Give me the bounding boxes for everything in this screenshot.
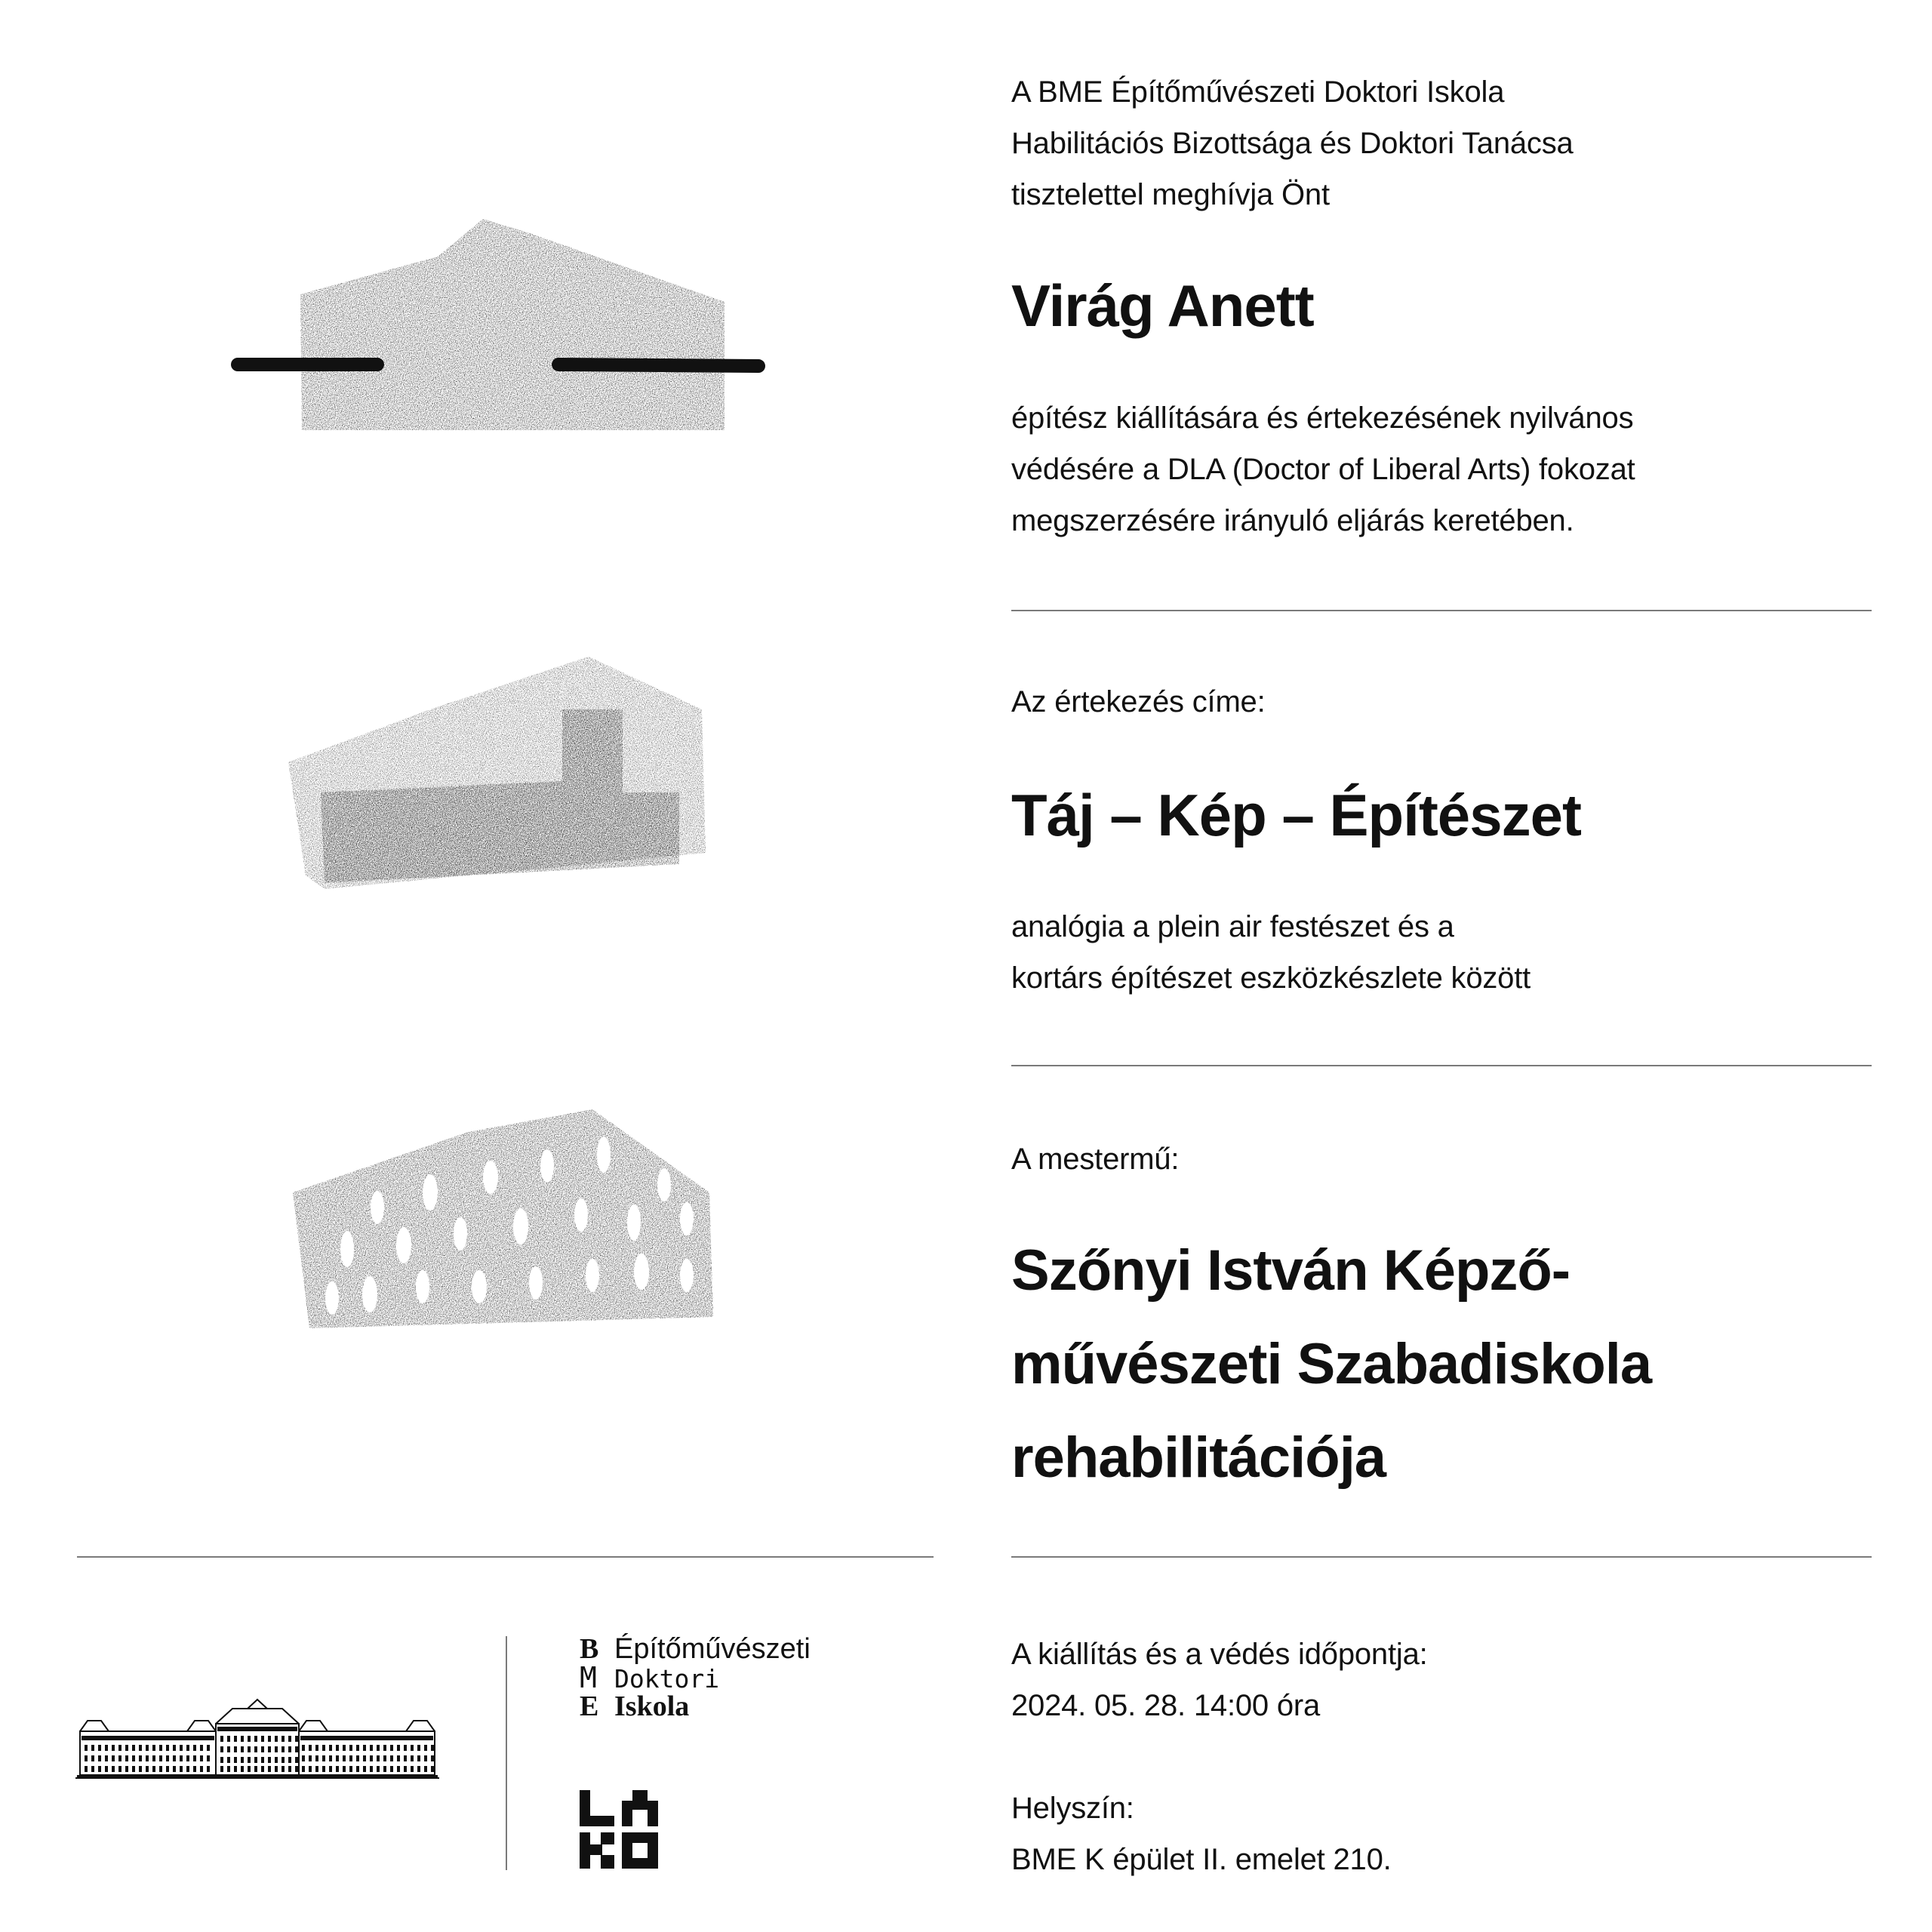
location [1011, 1783, 1392, 1885]
building-window [363, 1745, 366, 1751]
building-window [112, 1766, 115, 1772]
building-window [173, 1766, 176, 1772]
building-window [254, 1757, 257, 1763]
building-window [207, 1766, 210, 1772]
building-window [390, 1766, 393, 1772]
logo-word: Doktori [614, 1664, 720, 1694]
building-window [288, 1746, 291, 1752]
building-window [248, 1766, 251, 1772]
building-window [220, 1736, 223, 1742]
building-window [309, 1766, 312, 1772]
building-window [234, 1757, 237, 1763]
building-window [411, 1755, 414, 1761]
building-window [200, 1745, 203, 1751]
building-window [370, 1745, 373, 1751]
building-window [349, 1755, 352, 1761]
building-window [125, 1766, 128, 1772]
building-window [85, 1755, 88, 1761]
building-window [139, 1745, 142, 1751]
building-window [356, 1745, 359, 1751]
building-window [431, 1766, 434, 1772]
building-window [166, 1745, 169, 1751]
building-window [146, 1755, 149, 1761]
building-window [268, 1766, 271, 1772]
intro-text [1011, 66, 1574, 220]
building-window [254, 1746, 257, 1752]
building-window [159, 1755, 162, 1761]
building-window [227, 1736, 230, 1742]
building-window [302, 1755, 305, 1761]
building-window [281, 1757, 285, 1763]
building-window [166, 1755, 169, 1761]
schedule [1011, 1629, 1428, 1731]
building-window [200, 1766, 203, 1772]
building-window [275, 1746, 278, 1752]
intro-line: tisztelettel meghívja Önt [1011, 178, 1330, 211]
building-window [363, 1755, 366, 1761]
building-window [404, 1745, 407, 1751]
building-window [186, 1766, 189, 1772]
building-window [322, 1755, 325, 1761]
purpose-line: megszerzésére irányuló eljárás keretében. [1011, 504, 1574, 537]
building-window [377, 1766, 380, 1772]
building-window [118, 1755, 122, 1761]
building-window [207, 1745, 210, 1751]
building-window [112, 1755, 115, 1761]
building-window [241, 1736, 244, 1742]
building-window [234, 1736, 237, 1742]
building-window [329, 1755, 332, 1761]
building-window [329, 1745, 332, 1751]
building-window [125, 1755, 128, 1761]
building-window [315, 1755, 318, 1761]
building-window [275, 1736, 278, 1742]
building-window [397, 1745, 400, 1751]
divider [1011, 1556, 1872, 1558]
building-window [268, 1746, 271, 1752]
building-window [281, 1766, 285, 1772]
building-window [397, 1766, 400, 1772]
building-window [322, 1745, 325, 1751]
building-window [118, 1745, 122, 1751]
thesis-label: Az értekezés címe: [1011, 685, 1266, 718]
building-window [220, 1757, 223, 1763]
building-window [146, 1766, 149, 1772]
masterwork-title-line: művészeti Szabadiskola [1011, 1332, 1652, 1396]
masterwork-title-line: rehabilitációja [1011, 1426, 1386, 1490]
building-window [424, 1755, 427, 1761]
building-window [431, 1745, 434, 1751]
lako-logo [580, 1790, 658, 1869]
building-window [281, 1736, 285, 1742]
purpose-line: védésére a DLA (Doctor of Liberal Arts) fokozat [1011, 453, 1635, 486]
building-window [220, 1746, 223, 1752]
building-window [261, 1736, 264, 1742]
building-window [105, 1745, 108, 1751]
building-window [390, 1755, 393, 1761]
building-window [411, 1766, 414, 1772]
building-window [207, 1755, 210, 1761]
building-window [180, 1755, 183, 1761]
logo-word: Építőművészeti [614, 1633, 811, 1665]
building-window [404, 1755, 407, 1761]
building-window [234, 1766, 237, 1772]
building-window [424, 1745, 427, 1751]
building-window [118, 1766, 122, 1772]
building-window [336, 1745, 339, 1751]
building-window [417, 1755, 420, 1761]
building-window [295, 1766, 298, 1772]
building-window [132, 1745, 135, 1751]
building-window [261, 1746, 264, 1752]
building-window [248, 1757, 251, 1763]
divider-left [77, 1556, 934, 1558]
thesis-subtitle [1011, 901, 1531, 1004]
building-window [275, 1757, 278, 1763]
purpose-line: építész kiállítására és értekezésének nyilvános [1011, 401, 1634, 435]
building-window [302, 1745, 305, 1751]
building-window [275, 1766, 278, 1772]
building-window [91, 1766, 94, 1772]
house-sketch-2 [279, 649, 717, 891]
building-window [404, 1766, 407, 1772]
divider [1011, 610, 1872, 611]
thesis-subtitle-line: analógia a plein air festészet és a [1011, 910, 1454, 943]
building-window [329, 1766, 332, 1772]
logo-letter: E [580, 1690, 599, 1722]
building-window [173, 1745, 176, 1751]
building-window [343, 1755, 346, 1761]
building-window [288, 1766, 291, 1772]
building-window [417, 1766, 420, 1772]
building-window [105, 1766, 108, 1772]
building-window [180, 1745, 183, 1751]
candidate-name: Virág Anett [1011, 272, 1314, 339]
building-window [112, 1745, 115, 1751]
location-value: BME K épület II. emelet 210. [1011, 1843, 1392, 1876]
intro-line: A BME Építőművészeti Doktori Iskola [1011, 75, 1505, 109]
building-window [417, 1745, 420, 1751]
building-window [105, 1755, 108, 1761]
house-sketch-3 [287, 1102, 724, 1343]
building-window [288, 1736, 291, 1742]
building-window [186, 1755, 189, 1761]
building-window [356, 1766, 359, 1772]
building-window [139, 1755, 142, 1761]
building-window [281, 1746, 285, 1752]
building-window [295, 1736, 298, 1742]
building-window [241, 1757, 244, 1763]
doktori-iskola-logo [580, 1635, 811, 1721]
building-window [248, 1736, 251, 1742]
building-window [85, 1766, 88, 1772]
building-window [383, 1766, 386, 1772]
building-window [139, 1766, 142, 1772]
building-window [227, 1746, 230, 1752]
building-window [132, 1755, 135, 1761]
building-window [397, 1755, 400, 1761]
building-window [349, 1745, 352, 1751]
schedule-label: A kiállítás és a védés időpontja: [1011, 1638, 1428, 1671]
building-window [322, 1766, 325, 1772]
building-window [431, 1755, 434, 1761]
building-window [234, 1746, 237, 1752]
building-window [295, 1757, 298, 1763]
thesis-subtitle-line: kortárs építészet eszközkészlete között [1011, 961, 1531, 995]
building-window [356, 1755, 359, 1761]
building-window [370, 1755, 373, 1761]
building-window [261, 1766, 264, 1772]
building-window [336, 1755, 339, 1761]
building-window [424, 1766, 427, 1772]
building-window [261, 1757, 264, 1763]
building-window [309, 1745, 312, 1751]
building-window [152, 1755, 155, 1761]
building-window [152, 1766, 155, 1772]
building-window [200, 1755, 203, 1761]
logo-separator [506, 1636, 507, 1870]
building-window [377, 1745, 380, 1751]
building-window [363, 1766, 366, 1772]
building-window [173, 1755, 176, 1761]
house-sketch-1 [226, 211, 770, 438]
building-window [377, 1755, 380, 1761]
building-window [146, 1745, 149, 1751]
building-window [309, 1755, 312, 1761]
building-window [193, 1745, 196, 1751]
intro-line: Habilitációs Bizottsága és Doktori Tanácsa [1011, 127, 1574, 160]
building-window [152, 1745, 155, 1751]
masterwork-title-line: Szőnyi István Képző- [1011, 1238, 1571, 1303]
divider [1011, 1065, 1872, 1066]
building-window [315, 1766, 318, 1772]
building-window [268, 1736, 271, 1742]
building-window [98, 1766, 101, 1772]
building-window [227, 1766, 230, 1772]
logo-word: Iskola [614, 1690, 690, 1722]
building-window [98, 1755, 101, 1761]
building-window [288, 1757, 291, 1763]
building-window [343, 1745, 346, 1751]
building-window [370, 1766, 373, 1772]
logo-letter: M [580, 1661, 597, 1694]
building-window [349, 1766, 352, 1772]
building-window [180, 1766, 183, 1772]
schedule-datetime: 2024. 05. 28. 14:00 óra [1011, 1689, 1321, 1722]
building-window [125, 1745, 128, 1751]
building-window [336, 1766, 339, 1772]
building-window [166, 1766, 169, 1772]
masterwork-title [1011, 1224, 1651, 1505]
building-window [186, 1745, 189, 1751]
building-window [91, 1745, 94, 1751]
building-window [159, 1745, 162, 1751]
building-window [132, 1766, 135, 1772]
building-window [227, 1757, 230, 1763]
thesis-title: Táj – Kép – Építészet [1011, 782, 1581, 848]
building-window [98, 1745, 101, 1751]
purpose-text [1011, 392, 1635, 546]
building-window [91, 1755, 94, 1761]
building-window [411, 1745, 414, 1751]
building-window [343, 1766, 346, 1772]
building-window [315, 1745, 318, 1751]
bme-building-logo [74, 1698, 441, 1781]
building-window [241, 1766, 244, 1772]
location-label: Helyszín: [1011, 1792, 1134, 1825]
masterwork-label: A mestermű: [1011, 1143, 1180, 1176]
building-window [241, 1746, 244, 1752]
building-window [254, 1766, 257, 1772]
building-window [248, 1746, 251, 1752]
building-window [295, 1746, 298, 1752]
building-window [220, 1766, 223, 1772]
building-window [302, 1766, 305, 1772]
logo-letter: B [580, 1633, 599, 1665]
building-window [193, 1766, 196, 1772]
building-window [254, 1736, 257, 1742]
building-window [383, 1745, 386, 1751]
building-window [159, 1766, 162, 1772]
building-window [390, 1745, 393, 1751]
building-window [268, 1757, 271, 1763]
building-window [383, 1755, 386, 1761]
building-window [85, 1745, 88, 1751]
building-window [193, 1755, 196, 1761]
